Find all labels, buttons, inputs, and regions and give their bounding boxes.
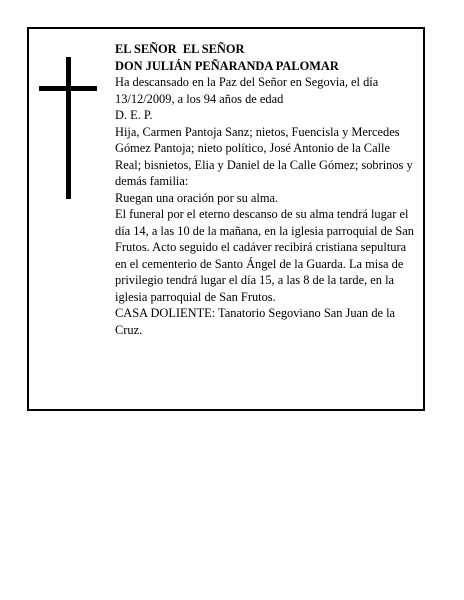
funeral-details: El funeral por el eterno descanso de su alma tendrá lugar el día 14, a las 10 de la mañana, en la iglesia parroquial de San Frutos. Acto seguido el cadáver recibirá cristiana sepultura en el cementerio de Santo Ángel de la Guarda. La misa de privilegio tendrá lugar el día 15, a las 8 de la tarde, en la iglesia parroquial de San Frutos. bbox=[115, 207, 414, 304]
family-list: Hija, Carmen Pantoja Sanz; nietos, Fuencisla y Mercedes Gómez Pantoja; nieto político, José Antonio de la Calle Real; bisnietos, Elia y Daniel de la Calle Gómez; sobrinos y demás familia: bbox=[115, 124, 413, 188]
notice-heading-line1: EL SEÑOR EL SEÑOR bbox=[115, 42, 245, 56]
rip-line: D. E. P. bbox=[115, 108, 153, 122]
death-announcement: Ha descansado en la Paz del Señor en Segovia, el día 13/12/2009, a los 94 años de edad bbox=[115, 75, 379, 106]
cross-vertical-bar bbox=[66, 57, 71, 199]
cross-horizontal-bar bbox=[39, 86, 97, 91]
notice-text bbox=[115, 41, 417, 338]
latin-cross-icon bbox=[39, 57, 97, 199]
mourning-house: CASA DOLIENTE: Tanatorio Segoviano San Juan de la Cruz. bbox=[115, 306, 396, 337]
prayer-request: Ruegan una oración por su alma. bbox=[115, 190, 279, 205]
obituary-notice bbox=[27, 27, 425, 411]
deceased-name: DON JULIÁN PEÑARANDA PALOMAR bbox=[115, 58, 339, 73]
